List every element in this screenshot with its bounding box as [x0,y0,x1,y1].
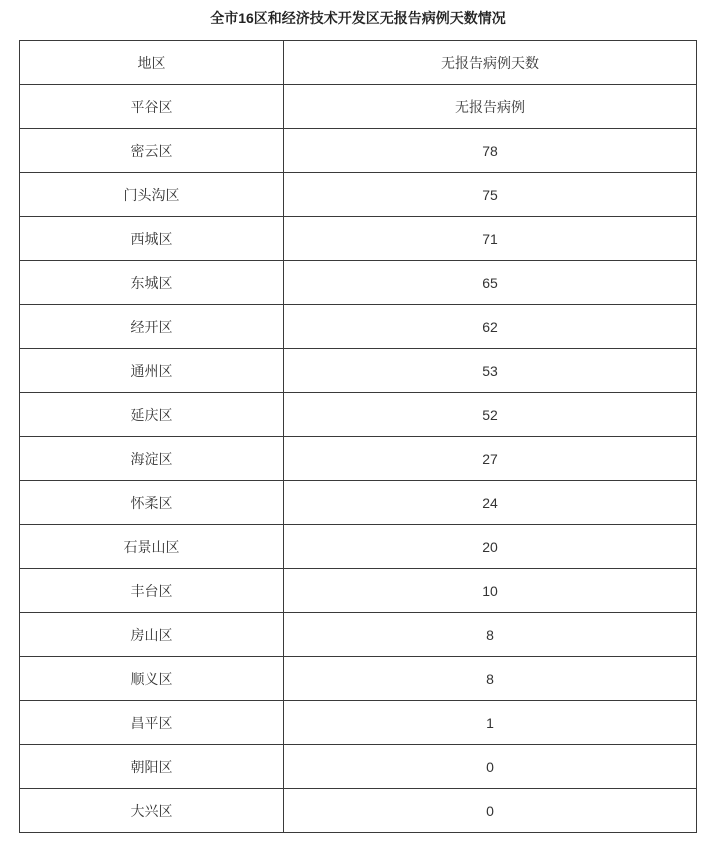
district-cell: 西城区 [20,217,284,261]
district-cell: 大兴区 [20,789,284,833]
district-table [19,40,696,833]
district-cell: 房山区 [20,613,284,657]
days-cell: 71 [284,217,697,261]
days-cell: 10 [284,569,697,613]
district-cell: 朝阳区 [20,745,284,789]
district-cell: 顺义区 [20,657,284,701]
table-row [20,437,697,481]
district-cell: 经开区 [20,305,284,349]
table-row [20,393,697,437]
district-cell: 昌平区 [20,701,284,745]
table-row [20,129,697,173]
district-cell: 丰台区 [20,569,284,613]
days-cell: 8 [284,613,697,657]
table-row [20,305,697,349]
table-row [20,173,697,217]
table-row [20,569,697,613]
table-row [20,85,697,129]
days-cell: 78 [284,129,697,173]
days-cell: 无报告病例 [284,85,697,129]
table-header [20,41,697,85]
column-header-days: 无报告病例天数 [284,41,697,85]
district-cell: 平谷区 [20,85,284,129]
days-cell: 20 [284,525,697,569]
district-cell: 通州区 [20,349,284,393]
days-cell: 65 [284,261,697,305]
table-row [20,525,697,569]
table-row [20,745,697,789]
district-cell: 密云区 [20,129,284,173]
days-cell: 52 [284,393,697,437]
column-header-district: 地区 [20,41,284,85]
days-cell: 53 [284,349,697,393]
days-cell: 0 [284,745,697,789]
district-cell: 石景山区 [20,525,284,569]
table-row [20,261,697,305]
page-title: 全市16区和经济技术开发区无报告病例天数情况 [210,10,506,26]
district-cell: 海淀区 [20,437,284,481]
days-cell: 8 [284,657,697,701]
table-body [20,85,697,833]
district-cell: 门头沟区 [20,173,284,217]
table-row [20,701,697,745]
district-cell: 怀柔区 [20,481,284,525]
days-cell: 62 [284,305,697,349]
days-cell: 75 [284,173,697,217]
district-cell: 延庆区 [20,393,284,437]
days-cell: 0 [284,789,697,833]
district-cell: 东城区 [20,261,284,305]
days-cell: 27 [284,437,697,481]
table-row [20,789,697,833]
table-row [20,657,697,701]
table-row [20,349,697,393]
days-cell: 24 [284,481,697,525]
table-row [20,217,697,261]
table-row [20,481,697,525]
days-cell: 1 [284,701,697,745]
data-table [19,40,697,833]
header-row [20,41,697,85]
table-row [20,613,697,657]
